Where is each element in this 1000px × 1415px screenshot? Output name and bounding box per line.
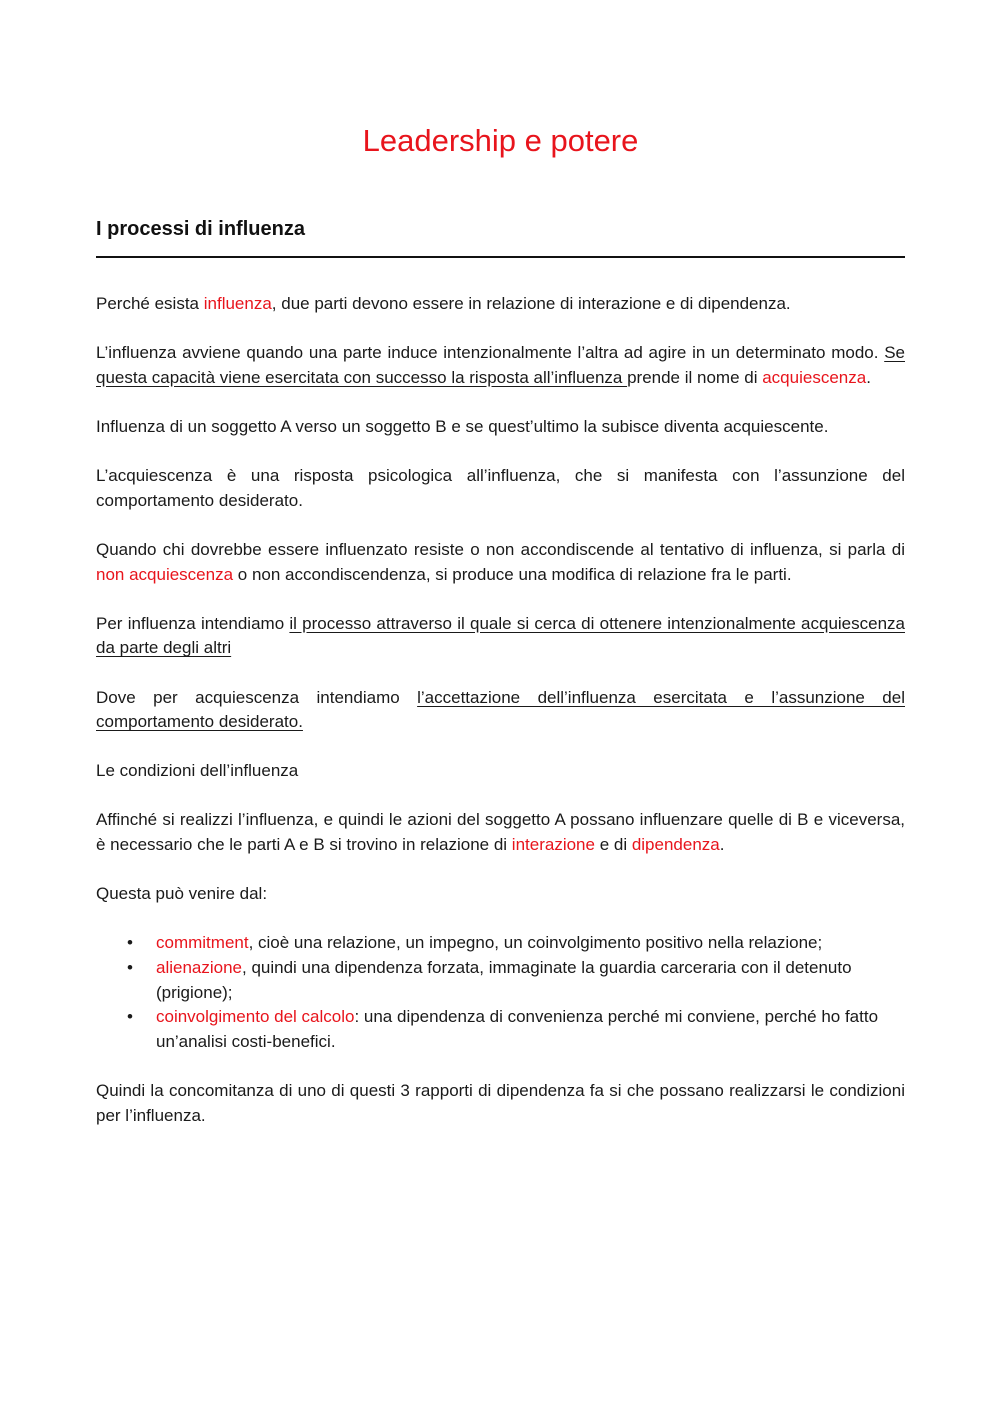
p9-text-b: e di <box>594 835 632 855</box>
paragraph-1 <box>96 292 905 317</box>
p7-text-a: Dove per acquiescenza intendiamo <box>96 687 418 707</box>
paragraph-6 <box>96 612 905 661</box>
p7-underlined: l’accettazione dell’influenza esercitata e l’assunzione del comportamento desiderato. <box>96 687 905 732</box>
p9-keyword-1: interazione <box>511 835 595 855</box>
paragraph-8: Le condizioni dell’influenza <box>96 761 299 781</box>
list-item-term: commitment <box>156 933 249 953</box>
p9-text-c: . <box>719 835 725 855</box>
p1-text-b: , due parti devono essere in relazione di interazione e di dipendenza. <box>271 294 791 313</box>
list-item-text: : una dipendenza di convenienza perché mi conviene, perché ho fatto un’analisi costi-benefici. <box>156 1007 879 1051</box>
list-item-term: alienazione <box>156 958 243 978</box>
paragraph-9 <box>96 808 905 857</box>
list-item <box>156 931 905 956</box>
p2-keyword: acquiescenza <box>762 367 867 387</box>
list-item <box>156 1005 905 1054</box>
paragraph-5 <box>96 538 905 587</box>
p1-text-a: Perché esista <box>96 294 204 313</box>
p6-text-a: Per influenza intendiamo <box>96 613 290 633</box>
p5-text-b: o non accondiscendenza, si produce una modifica di relazione fra le parti. <box>233 564 792 584</box>
page-title: Leadership e potere <box>362 123 639 158</box>
p2-text-c: . <box>866 367 871 387</box>
paragraph-10: Questa può venire dal: <box>96 884 268 904</box>
list-item-text: , cioè una relazione, un impegno, un coinvolgimento positivo nella relazione; <box>248 933 823 953</box>
p5-keyword: non acquiescenza <box>96 564 234 584</box>
p9-text-a: Affinché si realizzi l’influenza, e quindi le azioni del soggetto A possano influenzare quelle di B e viceversa, è necessario che le parti A e B si trovino in relazione di <box>96 810 905 855</box>
paragraph-11: Quindi la concomitanza di uno di questi 3 rapporti di dipendenza fa si che possano realizzarsi le condizioni per l’influenza. <box>96 1081 905 1125</box>
p9-keyword-2: dipendenza <box>631 835 720 855</box>
paragraph-3: Influenza di un soggetto A verso un soggetto B e se quest’ultimo la subisce diventa acquiescente. <box>96 416 829 436</box>
list-item <box>156 956 905 1005</box>
dependency-list <box>96 931 905 1054</box>
section-heading: I processi di influenza <box>96 218 305 240</box>
paragraph-7 <box>96 686 905 735</box>
p1-keyword: influenza <box>203 294 272 313</box>
paragraph-4: L’acquiescenza è una risposta psicologica all’influenza, che si manifesta con l’assunzione del comportamento desiderato. <box>96 466 905 510</box>
p2-underlined: Se questa capacità viene esercitata con successo la risposta all’influenza <box>96 343 905 387</box>
paragraph-2 <box>96 341 905 390</box>
p5-text-a: Quando chi dovrebbe essere influenzato resiste o non accondiscende al tentativo di influenza, si parla di <box>96 539 905 559</box>
p2-text-b: prende il nome di <box>627 367 763 387</box>
p6-underlined: il processo attraverso il quale si cerca di ottenere intenzionalmente acquiescenza da parte degli altri <box>96 613 905 658</box>
list-item-term: coinvolgimento del calcolo <box>156 1007 355 1027</box>
p2-text-a: L’influenza avviene quando una parte induce intenzionalmente l’altra ad agire in un determinato modo. <box>96 343 885 363</box>
heading-rule <box>96 256 905 258</box>
list-item-text: , quindi una dipendenza forzata, immaginate la guardia carceraria con il detenuto (prigione); <box>156 958 852 1002</box>
